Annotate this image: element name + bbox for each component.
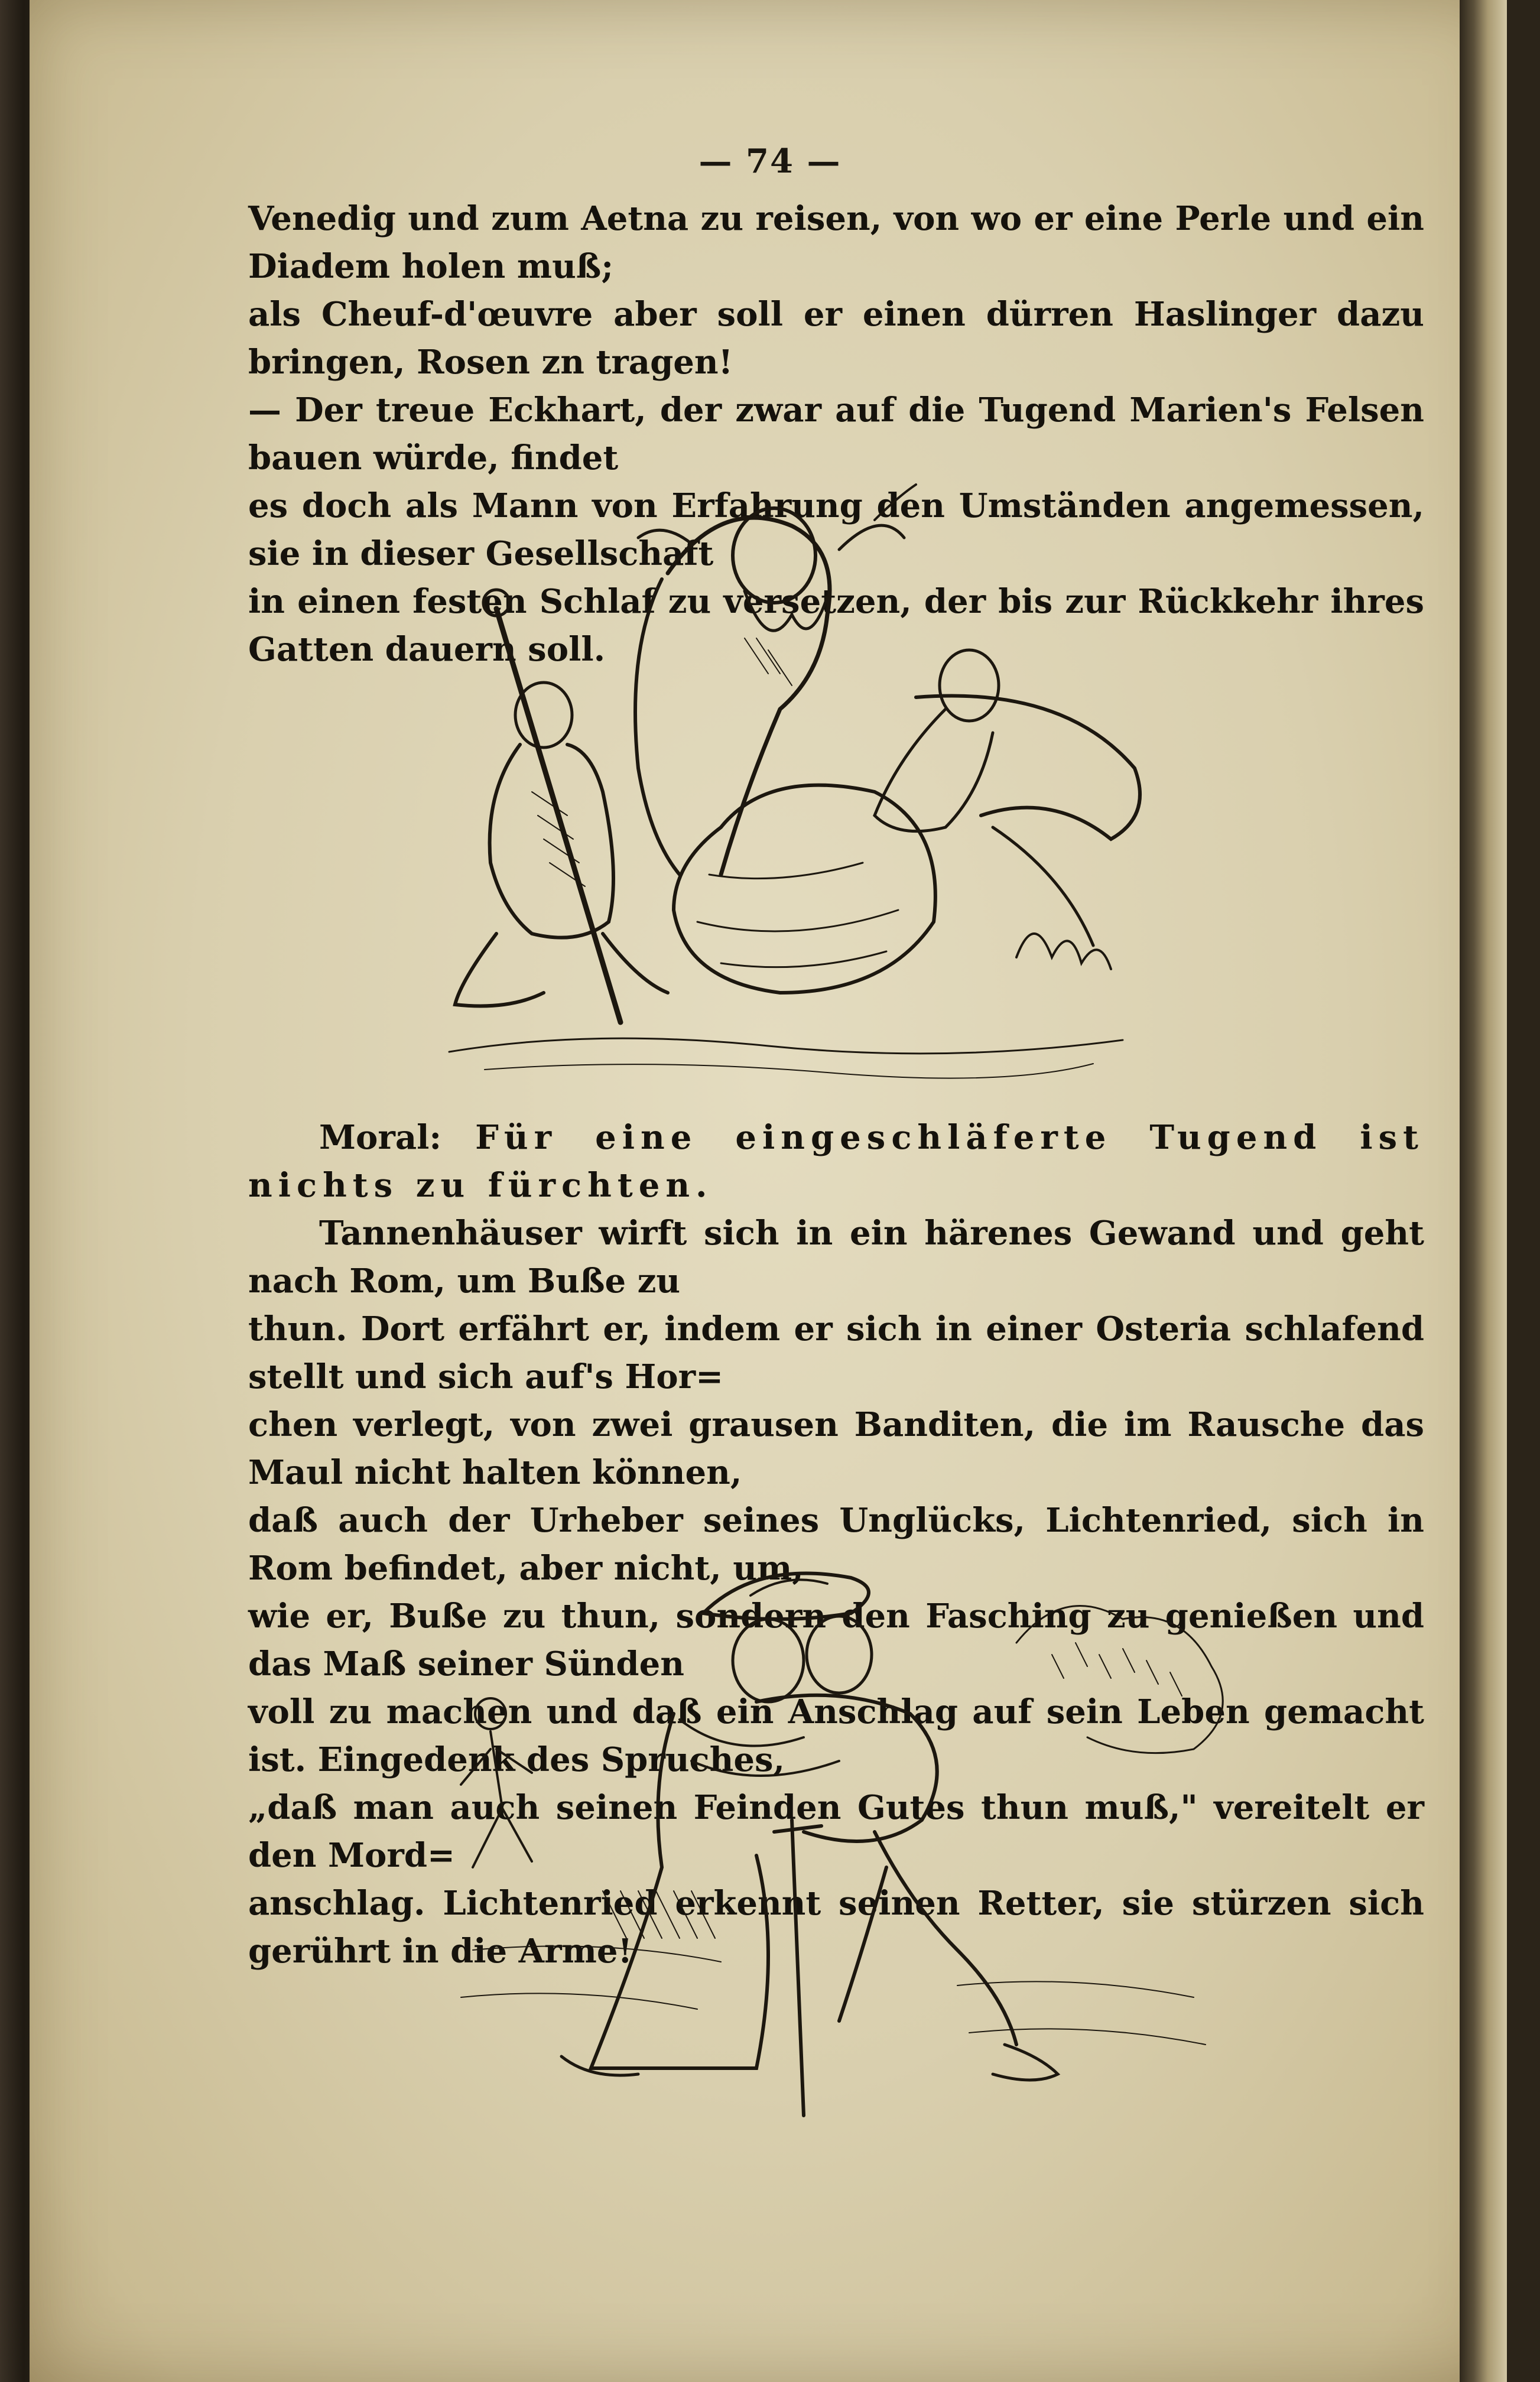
paragraph-2-line: chen verlegt, von zwei grausen Banditen, die im Rausche das Maul nicht halten können, [248, 1405, 1424, 1492]
paragraph-1-line: als Cheuf-d'œuvre aber soll er einen dürren Haslinger dazu bringen, Rosen zn tragen! [248, 295, 1424, 382]
moral-label: Moral: [319, 1118, 442, 1157]
paragraph-2-line: voll zu machen und daß ein Anschlag auf sein Leben gemacht ist. Eingedenk des Spruches, [248, 1692, 1424, 1779]
paragraph-2-line: wie er, Buße zu thun, sondern den Fasching zu genießen und das Maß seiner Sünden [248, 1597, 1424, 1684]
page-number: — 74 — [698, 142, 842, 181]
paragraph-2-line: anschlag. Lichtenried erkennt seinen Retter, sie stürzen sich gerührt in die Arme! [248, 1884, 1424, 1971]
moral-line [248, 1114, 1424, 1210]
paragraph-1-line: — Der treue Eckhart, der zwar auf die Tugend Marien's Felsen bauen würde, findet [248, 391, 1424, 477]
paragraph-2-line: „daß man auch seinen Feinden Gutes thun muß," vereitelt er den Mord= [248, 1788, 1424, 1875]
paragraph-2-line: daß auch der Urheber seines Unglücks, Lichtenried, sich in Rom befindet, aber nicht, um, [248, 1501, 1424, 1588]
paragraph-1-line: Venedig und zum Aetna zu reisen, von wo er eine Perle und ein Diadem holen muß; [248, 199, 1424, 286]
paragraph-2-line: thun. Dort erfährt er, indem er sich in einer Osteria schlafend stellt und sich auf's Hor= [248, 1309, 1424, 1396]
engraving-embracing-men [425, 1536, 1265, 2127]
paragraph-1-line: in einen festen Schlaf zu versetzen, der bis zur Rückkehr ihres Gatten dauern soll. [248, 582, 1424, 669]
engraving-wizard-sleeping-woman [414, 461, 1200, 1099]
paragraph-1-line: es doch als Mann von Erfahrung den Umständen angemessen, sie in dieser Gesellschaft [248, 486, 1424, 573]
paragraph-2-line: Tannenhäuser wirft sich in ein härenes Gewand und geht nach Rom, um Buße zu [248, 1214, 1424, 1301]
page-edge-strip [1460, 0, 1507, 2382]
moral-sentence: Für eine eingeschläferte Tugend ist nichts zu fürchten. [248, 1118, 1425, 1205]
